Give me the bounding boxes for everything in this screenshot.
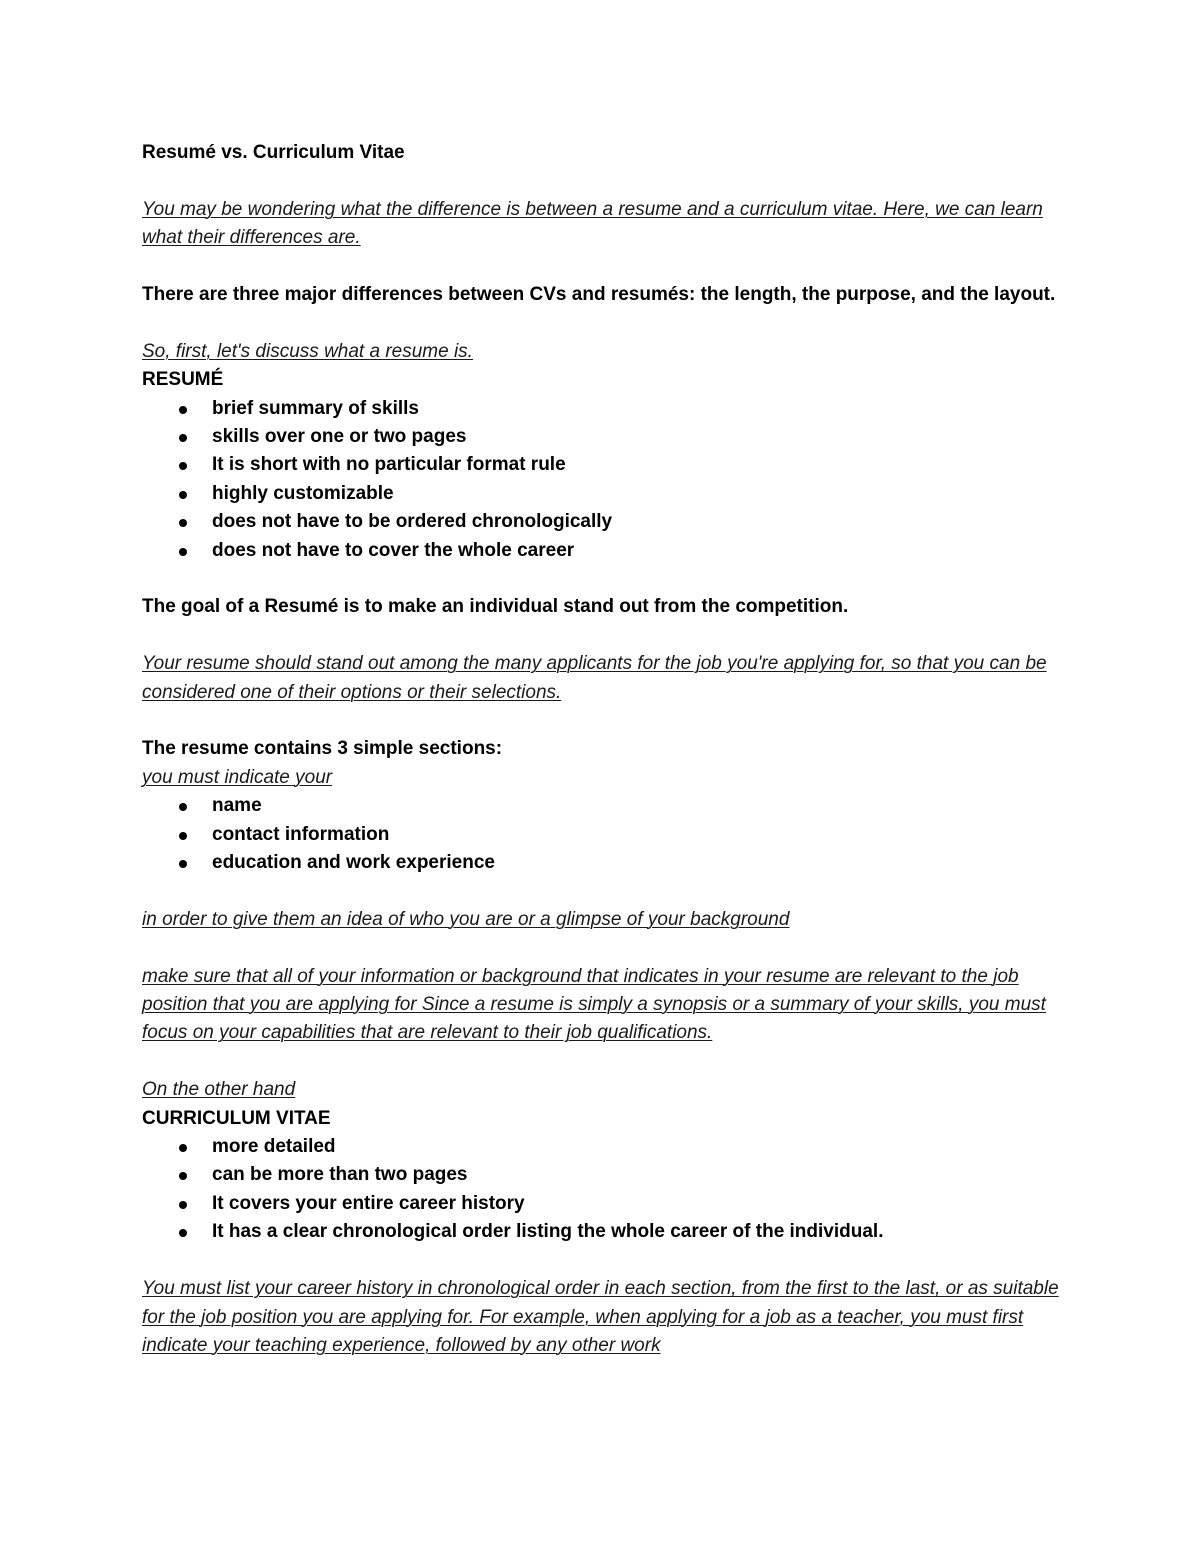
resume-lead: So, first, let's discuss what a resume is. <box>142 340 473 362</box>
bullet-icon <box>179 491 187 499</box>
bullet-icon <box>179 1229 187 1237</box>
list-item <box>142 849 1072 877</box>
spacer <box>142 1048 1072 1076</box>
document-title: Resumé vs. Curriculum Vitae <box>142 142 405 163</box>
bullet-icon <box>179 519 187 527</box>
list-item <box>142 423 1072 451</box>
cv-heading: CURRICULUM VITAE <box>142 1107 331 1129</box>
list-item <box>142 1218 1072 1246</box>
spacer <box>142 707 1072 735</box>
document-page <box>142 139 1072 1360</box>
sections-heading: The resume contains 3 simple sections: <box>142 738 503 760</box>
bullet-icon <box>179 434 187 442</box>
list-item <box>142 821 1072 849</box>
list-item-text: skills over one or two pages <box>212 426 467 448</box>
sections-note: in order to give them an idea of who you are or a glimpse of your background <box>142 908 790 930</box>
bullet-icon <box>179 860 187 868</box>
list-item <box>142 1133 1072 1161</box>
list-item <box>142 1190 1072 1218</box>
spacer <box>142 253 1072 281</box>
list-item <box>142 1161 1072 1189</box>
list-item <box>142 792 1072 820</box>
list-item <box>142 395 1072 423</box>
bullet-icon <box>179 1144 187 1152</box>
relevance-note: make sure that all of your information or background that indicates in your resume are relevant to the job position that you are applying for Since a resume is simply a synopsis or a summary of your skills, you must focus on your capabilities that are relevant to their job qualifications. <box>142 965 1046 1044</box>
list-item <box>142 537 1072 565</box>
bullet-icon <box>179 1201 187 1209</box>
bullet-icon <box>179 803 187 811</box>
resume-goal: The goal of a Resumé is to make an individual stand out from the competition. <box>142 596 849 618</box>
list-item-text: brief summary of skills <box>212 397 419 419</box>
list-item <box>142 451 1072 479</box>
list-item <box>142 480 1072 508</box>
list-item-text: more detailed <box>212 1136 336 1158</box>
resume-points-list <box>142 395 1072 565</box>
spacer <box>142 877 1072 905</box>
spacer <box>142 565 1072 593</box>
spacer <box>142 167 1072 195</box>
bullet-icon <box>179 1172 187 1180</box>
list-item-text: can be more than two pages <box>212 1164 468 1186</box>
list-item-text: It covers your entire career history <box>212 1192 525 1214</box>
list-item-text: It is short with no particular format rule <box>212 454 566 476</box>
bullet-icon <box>179 462 187 470</box>
spacer <box>142 1247 1072 1275</box>
spacer <box>142 309 1072 337</box>
intro-paragraph: You may be wondering what the difference is between a resume and a curriculum vitae. Here, we can learn what their differences are. <box>142 198 1043 249</box>
bullet-icon <box>179 548 187 556</box>
list-item-text: does not have to be ordered chronologically <box>212 511 613 533</box>
resume-heading: RESUMÉ <box>142 369 224 391</box>
list-item-text: name <box>212 795 262 817</box>
list-item <box>142 508 1072 536</box>
list-item-text: does not have to cover the whole career <box>212 539 575 561</box>
bullet-icon <box>179 406 187 414</box>
cv-lead: On the other hand <box>142 1079 296 1101</box>
list-item-text: highly customizable <box>212 482 394 504</box>
cv-points-list <box>142 1133 1072 1247</box>
list-item-text: contact information <box>212 823 390 845</box>
sections-lead: you must indicate your <box>142 766 333 788</box>
list-item-text: It has a clear chronological order listing the whole career of the individual. <box>212 1221 884 1243</box>
spacer <box>142 622 1072 650</box>
cv-note: You must list your career history in chronological order in each section, from the first to the last, or as suitable for the job position you are applying for. For example, when applying for a job as a teacher, you must first indicate your teaching experience, followed by any other work <box>142 1278 1059 1356</box>
differences-paragraph: There are three major differences between CVs and resumés: the length, the purpose, and the layout. <box>142 284 1056 305</box>
sections-points-list <box>142 792 1072 877</box>
spacer <box>142 934 1072 962</box>
resume-goal-note: Your resume should stand out among the many applicants for the job you're applying for, so that you can be considered one of their options or their selections. <box>142 653 1047 703</box>
list-item-text: education and work experience <box>212 852 495 874</box>
bullet-icon <box>179 832 187 840</box>
